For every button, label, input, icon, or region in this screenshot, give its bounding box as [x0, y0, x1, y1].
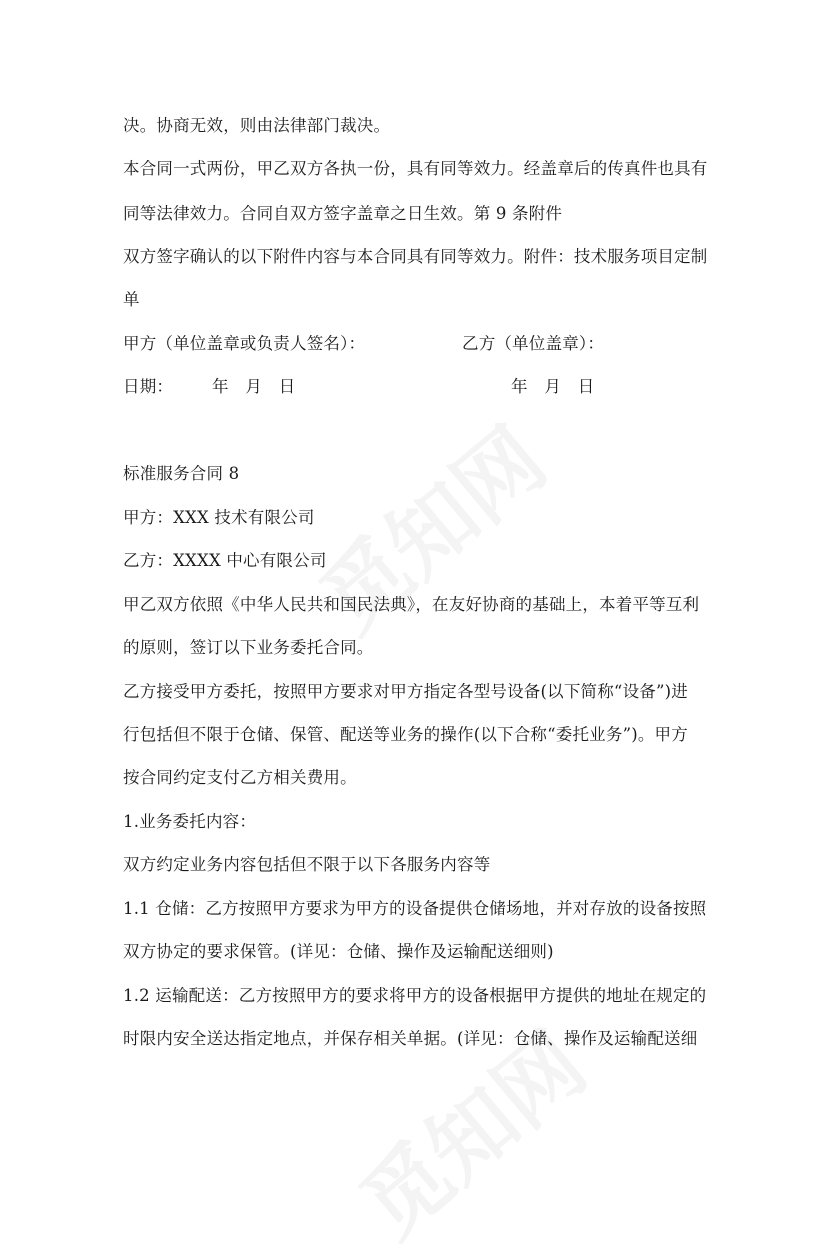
party-b: 乙方：XXXX 中心有限公司 — [123, 551, 327, 570]
paragraph-line: 1.1 仓储：乙方按照甲方要求为甲方的设备提供仓储场地，并对存放的设备按照 — [123, 899, 707, 918]
paragraph-line: 时限内安全送达指定地点，并保存相关单据。(详见：仓储、操作及运输配送细 — [123, 1029, 698, 1048]
party-b-signature-label: 乙方（单位盖章）： — [462, 334, 605, 353]
paragraph-line: 的原则，签订以下业务委托合同。 — [123, 638, 374, 657]
paragraph-line: 行包括但不限于仓储、保管、配送等业务的操作(以下合称“委托业务”)。甲方 — [123, 725, 688, 744]
paragraph-line: 决。协商无效，则由法律部门裁决。 — [123, 116, 391, 135]
paragraph-line: 同等法律效力。合同自双方签字盖章之日生效。第 9 条附件 — [123, 204, 563, 223]
paragraph-line: 1.2 运输配送：乙方按照甲方的要求将甲方的设备根据甲方提供的地址在规定的 — [123, 986, 707, 1005]
paragraph-line: 单 — [123, 290, 140, 309]
contract-title: 标准服务合同 8 — [123, 464, 240, 483]
paragraph-line: 双方签字确认的以下附件内容与本合同具有同等效力。附件：技术服务项目定制 — [123, 247, 708, 266]
section-heading: 1.业务委托内容： — [123, 812, 257, 831]
party-a-date: 年 月 日 — [212, 377, 296, 396]
date-label: 日期： — [123, 377, 174, 396]
party-a: 甲方：XXX 技术有限公司 — [123, 508, 315, 527]
paragraph-line: 乙方接受甲方委托，按照甲方要求对甲方指定各型号设备(以下简称“设备”)进 — [123, 682, 688, 701]
paragraph-line: 本合同一式两份，甲乙双方各执一份，具有同等效力。经盖章后的传真件也具有 — [123, 159, 708, 178]
party-a-signature-label: 甲方（单位盖章或负责人签名）： — [123, 334, 366, 353]
paragraph-line: 按合同约定支付乙方相关费用。 — [123, 768, 357, 787]
party-b-date: 年 月 日 — [511, 377, 595, 396]
paragraph-line: 双方协定的要求保管。(详见：仓储、操作及运输配送细则) — [123, 942, 554, 961]
paragraph-line: 甲乙双方依照《中华人民共和国民法典》，在友好协商的基础上，本着平等互利 — [123, 595, 700, 614]
paragraph-line: 双方约定业务内容包括但不限于以下各服务内容等 — [123, 855, 491, 874]
